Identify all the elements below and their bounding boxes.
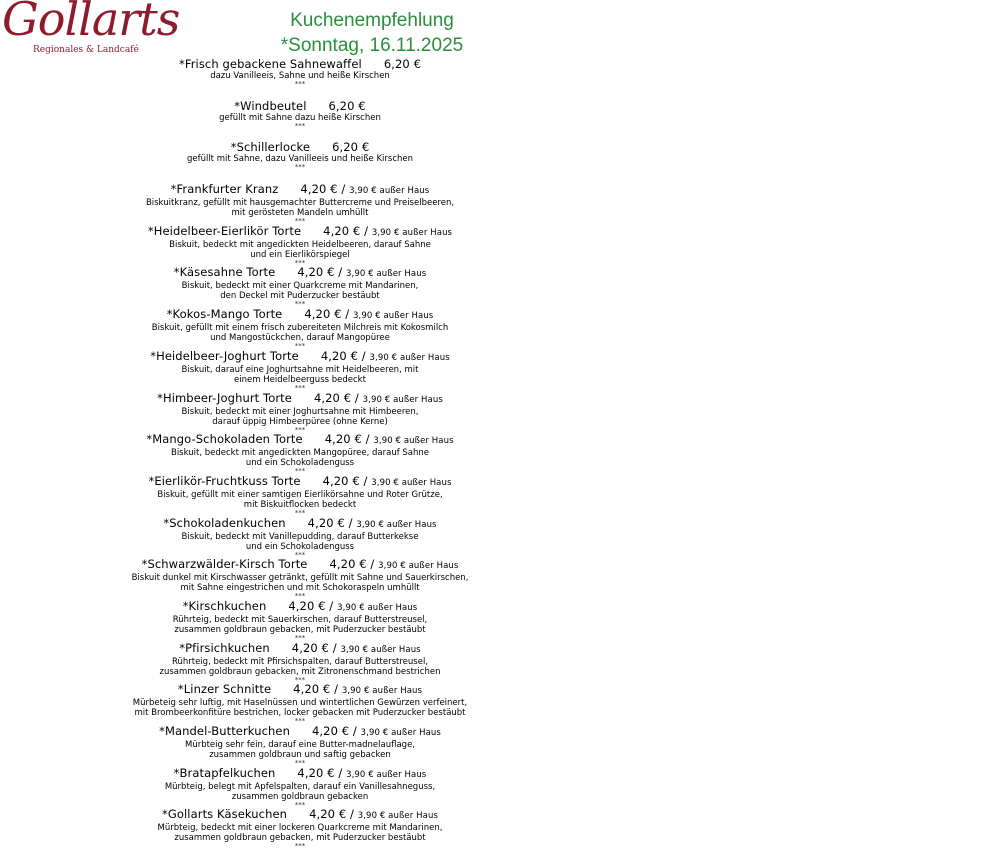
menu-item-description: mit Brombeerkonfitüre bestrichen, locker gebacken mit Puderzucker bestäubt <box>134 708 466 719</box>
menu-item-price: 6,20 € <box>328 99 366 113</box>
separator-stars: *** <box>294 217 306 225</box>
menu-item-description: Biskuit, bedeckt mit angedickten Mangopüree, darauf Sahne <box>170 448 430 459</box>
menu-item-title-line <box>0 725 600 740</box>
menu-item-price: 4,20 € / <box>297 266 343 280</box>
menu-item-description: Biskuit, bedeckt mit einer Quarkcreme mit Mandarinen, <box>181 281 419 292</box>
menu-item-title-line <box>0 225 600 240</box>
menu-item-name: *Käsesahne Torte <box>173 266 276 280</box>
menu-item-description: Biskuit, gefüllt mit einem frisch zubereiteten Milchreis mit Kokosmilch <box>151 323 449 334</box>
separator-stars: *** <box>294 592 306 600</box>
menu-item <box>0 183 600 225</box>
menu-item-takeaway-price: 3,90 € außer Haus <box>353 311 434 322</box>
menu-item-description: Biskuit, darauf eine Joghurtsahne mit Heidelbeeren, mit <box>181 364 419 375</box>
menu-item-takeaway-price: 3,90 € außer Haus <box>346 769 427 780</box>
menu-item-title-line <box>0 767 600 782</box>
menu-item <box>0 100 600 142</box>
menu-item-description: zusammen goldbraun und saftig gebacken <box>209 750 391 760</box>
menu-item-description: Mürbeteig sehr luftig, mit Haselnüssen und wintertlichen Gewürzen verfeinert, <box>132 698 468 709</box>
logo <box>2 0 180 62</box>
menu-item-price: 4,20 € / <box>329 558 375 572</box>
menu-item-title-line <box>0 683 600 698</box>
separator-stars: *** <box>294 425 306 434</box>
menu-item-description: Mürbteig, bedeckt mit einer lockeren Quarkcreme mit Mandarinen, <box>157 823 443 834</box>
menu-item-takeaway-price: 3,90 € außer Haus <box>356 519 437 530</box>
menu-item-price: 4,20 € / <box>291 641 337 655</box>
menu-item-price: 4,20 € / <box>320 349 366 363</box>
menu-item-title-line <box>0 642 600 657</box>
menu-item-description: Biskuit, bedeckt mit einer Joghurtsahne mit Himbeeren, <box>181 406 419 417</box>
menu-item-title-line <box>0 517 600 532</box>
menu-item-price: 4,20 € / <box>304 308 350 322</box>
menu-item-title-line <box>0 600 600 615</box>
menu-item-description: Biskuit, gefüllt mit einer samtigen Eierlikörsahne und Roter Grütze, <box>157 489 443 500</box>
menu-item <box>0 141 600 183</box>
menu-item-description: den Deckel mit Puderzucker bestäubt <box>220 291 380 302</box>
menu-item-name: *Bratapfelkuchen <box>173 766 276 780</box>
menu-item-price: 6,20 € <box>332 141 370 155</box>
menu-item-name: *Mango-Schokoladen Torte <box>146 433 303 447</box>
logo-tagline: Regionales & Landcafé <box>33 45 139 55</box>
separator-stars: *** <box>294 675 306 684</box>
menu-item <box>0 808 600 850</box>
menu-item-description: Mürbteig, belegt mit Apfelspalten, darauf ein Vanillesahneguss, <box>164 781 436 792</box>
separator-stars: *** <box>294 842 306 850</box>
menu-item-price: 4,20 € / <box>293 683 339 697</box>
menu-item <box>0 225 600 267</box>
menu-item-name: *Linzer Schnitte <box>177 683 272 697</box>
separator-stars: *** <box>294 800 306 809</box>
cake-menu-list <box>0 58 600 850</box>
separator-stars: *** <box>294 163 306 172</box>
menu-item-takeaway-price: 3,90 € außer Haus <box>341 686 423 697</box>
menu-item-description: und ein Schokoladenguss <box>245 541 355 552</box>
menu-item-description: zusammen goldbraun gebacken <box>231 791 369 802</box>
menu-item-description: Mürbteig sehr fein, darauf eine Butter-madnelauflage, <box>184 740 416 750</box>
menu-item <box>0 433 600 475</box>
menu-item <box>0 683 600 725</box>
menu-item-price: 4,20 € / <box>307 516 353 530</box>
menu-item-name: *Kokos-Mango Torte <box>166 308 283 322</box>
menu-item-name: *Heidelbeer-Eierlikör Torte <box>147 224 302 238</box>
separator-stars: *** <box>294 300 306 309</box>
separator-stars: *** <box>294 508 306 517</box>
logo-wordmark: Gollarts <box>2 0 180 46</box>
menu-item-name: *Gollarts Käsekuchen <box>162 808 288 822</box>
menu-item-description: mit Biskuitflocken bedeckt <box>243 499 357 510</box>
menu-item-name: *Eierlikör-Fruchtkuss Torte <box>148 474 301 488</box>
menu-item-description: zusammen goldbraun gebacken, mit Puderzucker bestäubt <box>174 833 426 844</box>
menu-item-name: *Schokoladenkuchen <box>163 516 286 530</box>
menu-item <box>0 642 600 684</box>
menu-item-description: mit gerösteten Mandeln umhüllt <box>231 208 369 219</box>
menu-item-takeaway-price: 3,90 € außer Haus <box>360 728 441 738</box>
menu-item-name: *Schillerlocke <box>230 141 311 155</box>
menu-item-price: 4,20 € / <box>300 183 346 197</box>
menu-item-description: zusammen goldbraun gebacken, mit Puderzucker bestäubt <box>174 624 426 635</box>
separator-stars: *** <box>294 258 306 267</box>
menu-item-price: 4,20 € / <box>288 599 334 613</box>
separator-stars: *** <box>294 717 306 725</box>
separator-stars: *** <box>294 633 306 642</box>
separator-stars: *** <box>294 759 306 767</box>
menu-item-name: *Kirschkuchen <box>182 599 267 613</box>
menu-item-description: dazu Vanilleeis, Sahne und heiße Kirschen <box>210 71 390 81</box>
menu-item-name: *Schwarzwälder-Kirsch Torte <box>141 558 308 572</box>
separator-stars: *** <box>294 80 306 88</box>
menu-item <box>0 350 600 392</box>
menu-item-description: Rührteig, bedeckt mit Pfirsichspalten, darauf Butterstreusel, <box>171 656 429 667</box>
menu-item-title-line <box>0 58 600 71</box>
menu-item-title-line <box>0 392 600 407</box>
menu-item <box>0 517 600 559</box>
menu-item-takeaway-price: 3,90 € außer Haus <box>357 811 438 822</box>
menu-item-description: Biskuit dunkel mit Kirschwasser getränkt, gefüllt mit Sahne und Sauerkirschen, <box>131 573 469 584</box>
menu-item-takeaway-price: 3,90 € außer Haus <box>340 644 421 655</box>
menu-item-price: 4,20 € / <box>297 766 343 780</box>
menu-item-description: gefüllt mit Sahne, dazu Vanilleeis und heiße Kirschen <box>186 154 414 165</box>
page-date: *Sonntag, 16.11.2025 <box>280 35 464 56</box>
menu-item-description: Biskuit, bedeckt mit Vanillepudding, darauf Butterkekse <box>181 531 419 542</box>
menu-item-title-line <box>0 433 600 448</box>
separator-stars: *** <box>294 383 306 392</box>
menu-item-name: *Windbeutel <box>234 99 307 113</box>
menu-item-description: einem Heidelbeerguss bedeckt <box>234 374 366 385</box>
menu-item-name: *Frankfurter Kranz <box>170 183 279 197</box>
menu-item-description: zusammen goldbraun gebacken, mit Zitronenschmand bestrichen <box>159 666 441 677</box>
menu-item-price: 6,20 € <box>383 58 421 71</box>
menu-item-price: 4,20 € / <box>311 725 357 738</box>
menu-item-name: *Mandel-Butterkuchen <box>159 725 290 738</box>
menu-item-price: 4,20 € / <box>324 433 370 447</box>
menu-item-title-line <box>0 100 600 113</box>
menu-item-description: und ein Schokoladenguss <box>245 458 355 469</box>
menu-item-price: 4,20 € / <box>323 224 369 238</box>
menu-item-takeaway-price: 3,90 € außer Haus <box>362 394 443 405</box>
menu-item-description: Biskuit, bedeckt mit angedickten Heidelbeeren, darauf Sahne <box>169 239 431 250</box>
menu-item <box>0 266 600 308</box>
menu-item-title-line <box>0 475 600 490</box>
menu-item-title-line <box>0 308 600 323</box>
menu-item <box>0 767 600 809</box>
menu-item-price: 4,20 € / <box>313 391 359 405</box>
separator-stars: *** <box>294 342 306 350</box>
menu-item-name: *Heidelbeer-Joghurt Torte <box>150 349 299 363</box>
menu-item-title-line <box>0 183 600 198</box>
menu-item <box>0 558 600 600</box>
menu-item-description: gefüllt mit Sahne dazu heiße Kirschen <box>219 112 381 123</box>
menu-item-takeaway-price: 3,90 € außer Haus <box>378 561 459 572</box>
menu-item-title-line <box>0 350 600 365</box>
menu-item-description: Rührteig, bedeckt mit Sauerkirschen, darauf Butterstreusel, <box>172 614 428 625</box>
menu-item-description: darauf üppig Himbeerpüree (ohne Kerne) <box>212 416 388 427</box>
menu-item-takeaway-price: 3,90 € außer Haus <box>369 352 450 363</box>
menu-item-price: 4,20 € / <box>322 474 368 488</box>
menu-item <box>0 308 600 350</box>
separator-stars: *** <box>294 467 306 475</box>
menu-item <box>0 600 600 642</box>
menu-item-description: mit Sahne eingestrichen und mit Schokoraspeln umhüllt <box>180 583 420 594</box>
page-title: Kuchenempfehlung <box>290 10 454 31</box>
menu-item <box>0 475 600 517</box>
menu-item-title-line <box>0 558 600 573</box>
menu-item-takeaway-price: 3,90 € außer Haus <box>337 602 418 613</box>
menu-item-takeaway-price: 3,90 € außer Haus <box>346 269 427 280</box>
menu-item-name: *Frisch gebackene Sahnewaffel <box>178 58 362 71</box>
menu-item-takeaway-price: 3,90 € außer Haus <box>371 477 452 488</box>
separator-stars: *** <box>294 550 306 559</box>
menu-item-price: 4,20 € / <box>309 808 354 822</box>
menu-item-takeaway-price: 3,90 € außer Haus <box>373 436 454 447</box>
menu-item-title-line <box>0 141 600 154</box>
menu-item <box>0 392 600 434</box>
menu-item-takeaway-price: 3,90 € außer Haus <box>349 186 430 197</box>
separator-stars: *** <box>294 121 306 130</box>
menu-item <box>0 725 600 767</box>
menu-item <box>0 58 600 100</box>
menu-item-takeaway-price: 3,90 € außer Haus <box>371 227 453 238</box>
menu-item-name: *Himbeer-Joghurt Torte <box>157 391 292 405</box>
menu-item-title-line <box>0 808 600 823</box>
menu-item-description: und ein Eierlikörspiegel <box>250 249 350 260</box>
menu-item-name: *Pfirsichkuchen <box>179 641 270 655</box>
menu-header <box>222 9 522 59</box>
menu-item-description: und Mangostückchen, darauf Mangopüree <box>210 333 390 344</box>
menu-item-description: Biskuitkranz, gefüllt mit hausgemachter Buttercreme und Preiselbeeren, <box>145 198 455 209</box>
menu-item-title-line <box>0 266 600 281</box>
